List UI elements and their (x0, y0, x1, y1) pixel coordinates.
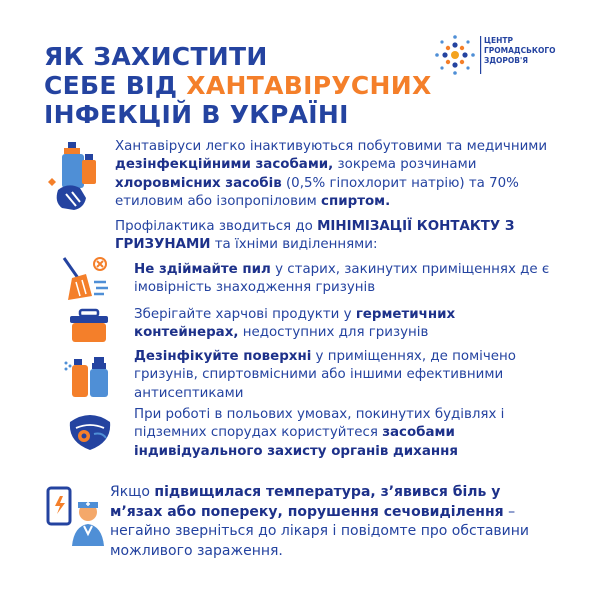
title-line-1: ЯК ЗАХИСТИТИ (44, 42, 268, 71)
respirator-mask-icon (66, 412, 114, 452)
warning-text-2: – негайно зверніться до лікаря і повідомте про обставини можливого зараження. (110, 503, 530, 559)
logo-line-2: ГРОМАДСЬКОГО (484, 46, 556, 55)
spray-bottle-icon (62, 355, 112, 399)
intro-bold-2: хлоровмісних засобів (115, 175, 282, 191)
page-title (44, 42, 432, 129)
item-2-text-2: недоступних для гризунів (238, 325, 429, 341)
intro-bold-1: дезінфекційними засобами, (115, 157, 334, 173)
prevention-text-2: та їхніми виділеннями: (210, 237, 378, 253)
item-2-text: Зберігайте харчові продукти у (134, 307, 356, 322)
prevention-bold-1: МІНІМІЗАЦІЇ КОНТАКТУ З ГРИЗУНАМИ (115, 219, 515, 253)
logo-text (484, 36, 555, 66)
item-2-bold: герметичних контейнерах, (134, 307, 456, 341)
doctor-phone-icon (46, 486, 108, 548)
list-item-dust (134, 261, 554, 298)
title-line-2-prefix: СЕБЕ ВІД (44, 71, 187, 100)
list-item-ppe (134, 406, 554, 461)
title-line-2-accent: ХАНТАВІРУСНИХ (186, 71, 432, 100)
intro-text-3: (0,5% гіпохлорит натрію) та 70% етиловим або ізопропіловим (115, 175, 519, 210)
prevention-text-1: Профілактика зводиться до (115, 219, 318, 234)
item-4-text: При роботі в польових умовах, покинутих будівлях і підземних спорудах користуйтеся (134, 407, 505, 441)
item-3-bold: Дезінфікуйте поверхні (134, 349, 312, 364)
prevention-paragraph (115, 218, 545, 255)
warning-paragraph (110, 483, 550, 561)
food-container-icon (66, 308, 112, 344)
intro-paragraph (115, 138, 555, 212)
item-4-bold: засобами індивідуального захисту органів дихання (134, 425, 458, 459)
warning-text-1: Якщо (110, 484, 155, 500)
intro-text-1: Хантавіруси легко інактивуються побутовими та медичними (115, 139, 548, 154)
list-item-disinfect (134, 348, 554, 403)
disinfectant-icon (44, 140, 106, 218)
logo-line-1: ЦЕНТР (484, 36, 513, 45)
warning-bold: підвищилася температура, з’явився біль у м’язах або попереку, порушення сечовиділення (110, 484, 504, 520)
item-1-bold: Не здіймайте пил (134, 262, 271, 277)
intro-bold-3: спиртом. (321, 194, 391, 210)
item-1-text: у старих, закинутих приміщеннях де є імовірність знаходження гризунів (134, 262, 550, 296)
title-line-2 (44, 71, 432, 100)
title-line-3: ІНФЕКЦІЙ В УКРАЇНІ (44, 100, 349, 129)
logo-line-3: ЗДОРОВ'Я (484, 56, 529, 65)
list-item-containers (134, 306, 554, 343)
intro-text-2: зокрема розчинами (333, 157, 477, 173)
broom-icon (60, 256, 112, 302)
item-3-text: у приміщеннях, де помічено гризунів, спиртовмісними або іншими ефективними антисептиками (134, 349, 516, 401)
